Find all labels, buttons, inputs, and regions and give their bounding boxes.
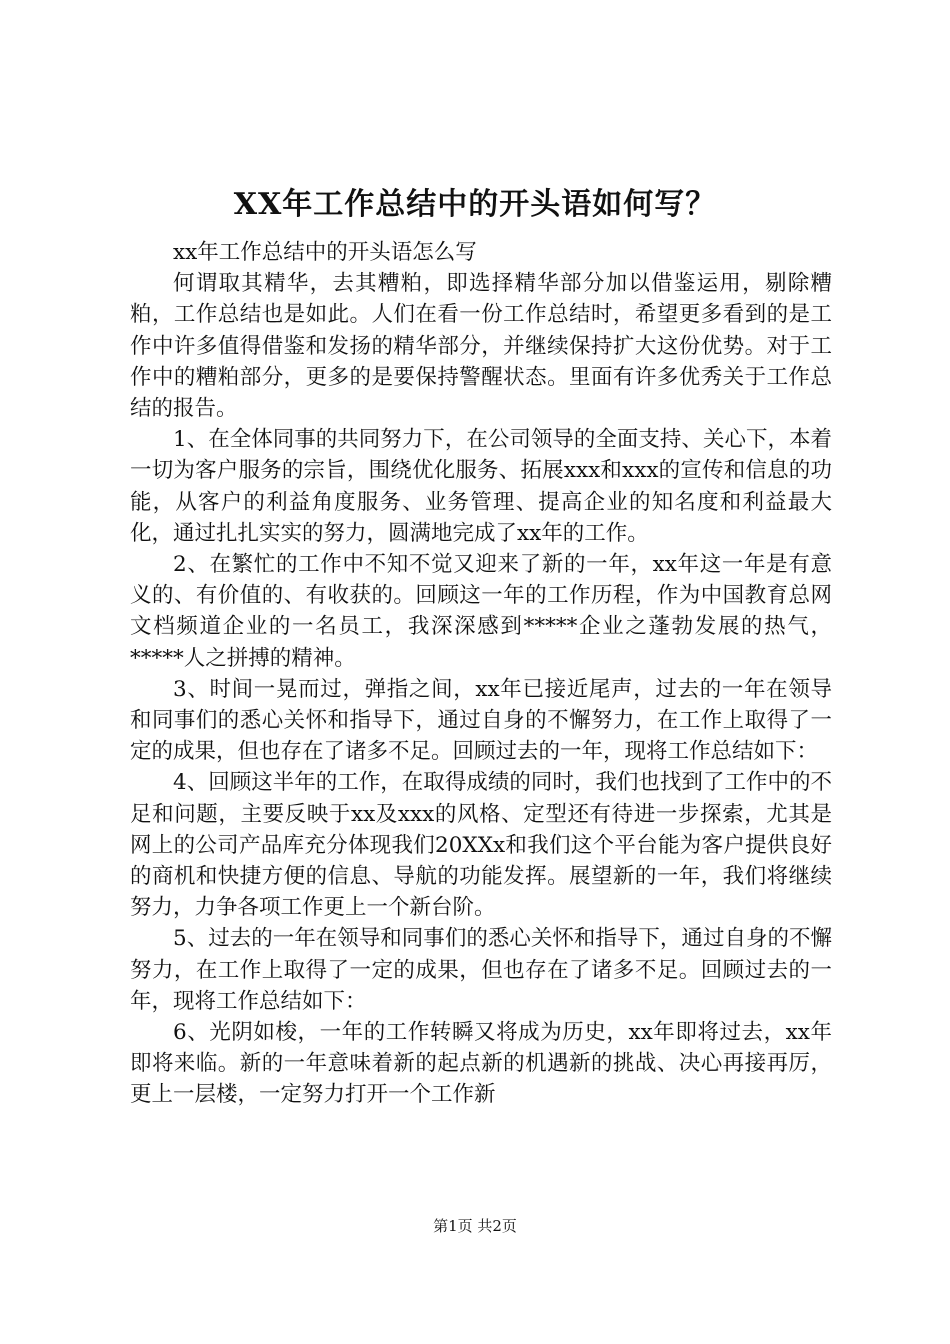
paragraph-intro: 何谓取其精华，去其糟粕，即选择精华部分加以借鉴运用，剔除糟粕，工作总结也是如此。人们在看一份工作总结时，希望更多看到的是工作中许多值得借鉴和发扬的精华部分，并继续保持扩大这份优势。对于工作中的糟粕部分，更多的是要保持警醒状态。里面有许多优秀关于工作总结的报告。 [130, 271, 832, 422]
document-body [130, 237, 832, 1111]
paragraph-1: 1、在全体同事的共同努力下，在公司领导的全面支持、关心下，本着一切为客户服务的宗旨，围绕优化服务、拓展xxx和xxx的宣传和信息的功能，从客户的利益角度服务、业务管理、提高企业的知名度和利益最大化，通过扎扎实实的努力，圆满地完成了xx年的工作。 [130, 427, 832, 546]
paragraph-2: 2、在繁忙的工作中不知不觉又迎来了新的一年，xx年这一年是有意义的、有价值的、有收获的。回顾这一年的工作历程，作为中国教育总网文档频道企业的一名员工，我深深感到*****企业之蓬勃发展的热气，*****人之拼搏的精神。 [130, 552, 832, 671]
document-title: XX年工作总结中的开头语如何写？ [233, 187, 717, 222]
paragraph-4: 4、回顾这半年的工作，在取得成绩的同时，我们也找到了工作中的不足和问题，主要反映于xx及xxx的风格、定型还有待进一步探索，尤其是网上的公司产品库充分体现我们20XXx和我们这个平台能为客户提供良好的商机和快捷方便的信息、导航的功能发挥。展望新的一年，我们将继续努力，力争各项工作更上一个新台阶。 [130, 770, 832, 921]
paragraph-3: 3、时间一晃而过，弹指之间，xx年已接近尾声，过去的一年在领导和同事们的悉心关怀和指导下，通过自身的不懈努力，在工作上取得了一定的成果，但也存在了诸多不足。回顾过去的一年，现将工作总结如下： [130, 676, 832, 765]
paragraph-6: 6、光阴如梭，一年的工作转瞬又将成为历史，xx年即将过去，xx年即将来临。新的一年意味着新的起点新的机遇新的挑战、决心再接再厉，更上一层楼，一定努力打开一个工作新 [130, 1020, 832, 1108]
page-footer: 第1页 共2页 [433, 1217, 517, 1235]
paragraph-5: 5、过去的一年在领导和同事们的悉心关怀和指导下，通过自身的不懈努力，在工作上取得了一定的成果，但也存在了诸多不足。回顾过去的一年，现将工作总结如下： [130, 926, 832, 1014]
document-subtitle: xx年工作总结中的开头语怎么写 [173, 240, 477, 265]
